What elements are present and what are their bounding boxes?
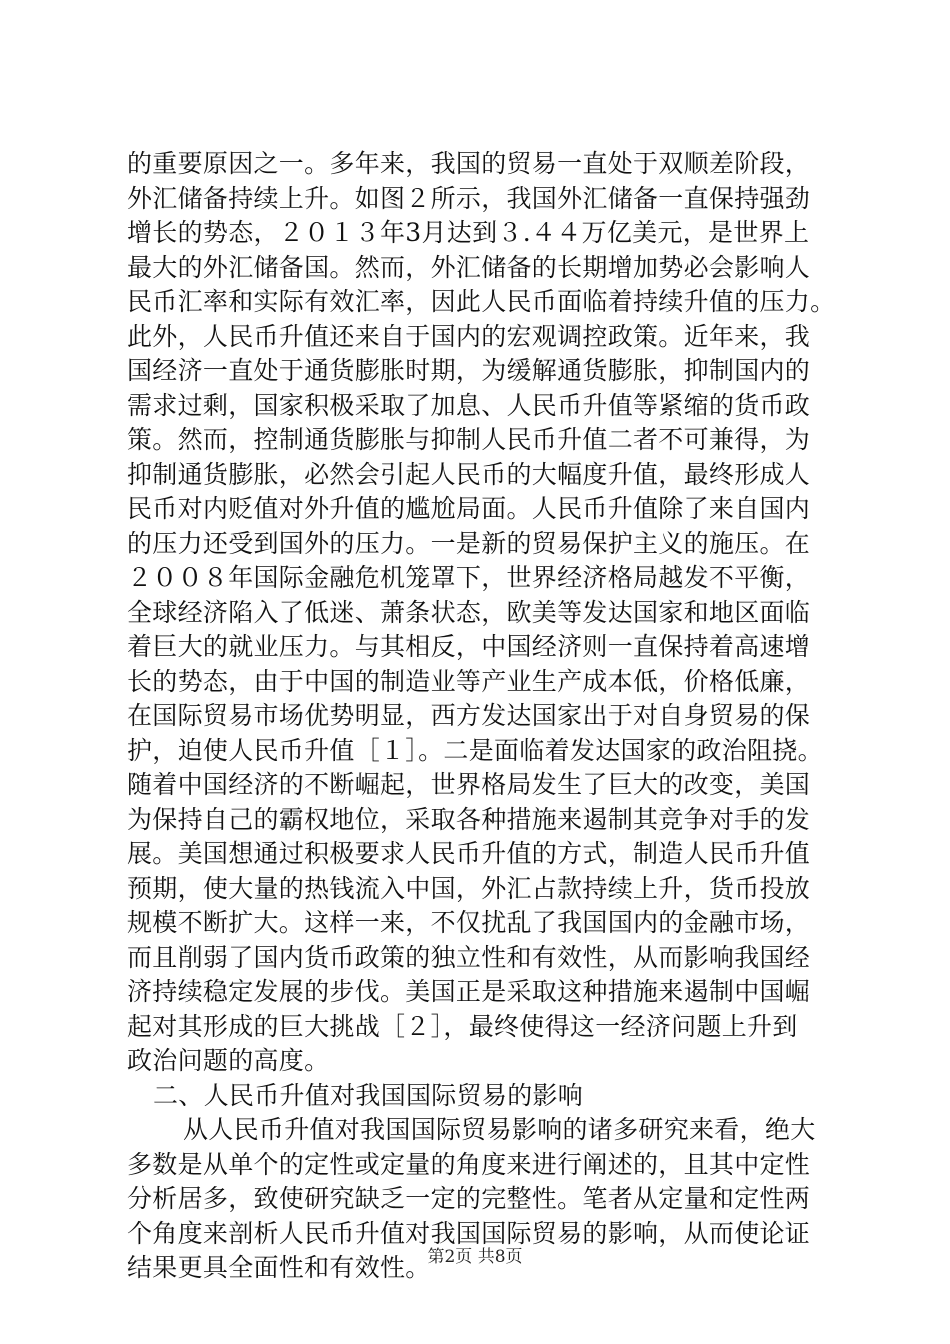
text-line: 分析居多，致使研究缺乏一定的完整性。笔者从定量和定性两 [127, 1184, 811, 1213]
text-line: 从人民币升值对我国国际贸易影响的诸多研究来看，绝大 [183, 1115, 816, 1144]
page-number-footer: 第2页 共8页 [427, 1247, 523, 1267]
text-line: 在国际贸易市场优势明显，西方发达国家出于对自身贸易的保 [127, 701, 811, 730]
text-line: 结果更具全面性和有效性。 [127, 1253, 431, 1282]
text-line: 规模不断扩大。这样一来，不仅扰乱了我国国内的金融市场， [127, 908, 811, 937]
body-text [127, 147, 847, 1286]
text-line: 个角度来剖析人民币升值对我国国际贸易的影响，从而使论证 [127, 1218, 811, 1248]
text-line: 最大的外汇储备国。然而，外汇储备的长期增加势必会影响人 [127, 252, 811, 282]
text-line: 而且削弱了国内货币政策的独立性和有效性，从而影响我国经 [127, 942, 811, 972]
text-line: 护，迫使人民币升值［１］。二是面临着发达国家的政治阻挠。 [127, 735, 823, 765]
text-line: 此外，人民币升值还来自于国内的宏观调控政策。近年来，我 [127, 321, 811, 351]
text-line: 策。然而，控制通货膨胀与抑制人民币升值二者不可兼得，为 [127, 425, 811, 454]
text-line: ２００８年国际金融危机笼罩下，世界经济格局越发不平衡， [127, 563, 811, 592]
text-line: 民币对内贬值对外升值的尴尬局面。人民币升值除了来自国内 [127, 494, 811, 523]
text-line: 的压力还受到国外的压力。一是新的贸易保护主义的施压。在 [127, 528, 811, 558]
text-line: 的重要原因之一。多年来，我国的贸易一直处于双顺差阶段， [127, 149, 811, 178]
section-heading: 二、人民币升值对我国国际贸易的影响 [153, 1080, 584, 1110]
text-line: 全球经济陷入了低迷、萧条状态，欧美等发达国家和地区面临 [127, 597, 811, 627]
text-line: 国经济一直处于通货膨胀时期，为缓解通货膨胀，抑制国内的 [127, 356, 811, 385]
text-line: 展。美国想通过积极要求人民币升值的方式，制造人民币升值 [127, 839, 811, 868]
text-line: 济持续稳定发展的步伐。美国正是采取这种措施来遏制中国崛 [127, 977, 811, 1006]
text-line: 为保持自己的霸权地位，采取各种措施来遏制其竞争对手的发 [127, 804, 811, 834]
text-line: 多数是从单个的定性或定量的角度来进行阐述的，且其中定性 [127, 1149, 811, 1179]
text-line: 抑制通货膨胀，必然会引起人民币的大幅度升值，最终形成人 [127, 459, 811, 489]
text-line: 预期，使大量的热钱流入中国，外汇占款持续上升，货币投放 [127, 873, 811, 903]
text-line: 政治问题的高度。 [127, 1046, 330, 1075]
text-line: 着巨大的就业压力。与其相反，中国经济则一直保持着高速增 [127, 632, 811, 661]
text-line: 增长的势态，２０１３年3月达到３.４４万亿美元，是世界上 [127, 218, 810, 247]
text-line: 外汇储备持续上升。如图２所示，我国外汇储备一直保持强劲 [127, 183, 811, 213]
text-line: 长的势态，由于中国的制造业等产业生产成本低，价格低廉， [127, 666, 811, 696]
text-line: 随着中国经济的不断崛起，世界格局发生了巨大的改变，美国 [127, 770, 811, 799]
text-line: 起对其形成的巨大挑战［２］，最终使得这一经济问题上升到 [127, 1011, 798, 1041]
text-line: 需求过剩，国家积极采取了加息、人民币升值等紧缩的货币政 [127, 390, 811, 420]
text-line: 民币汇率和实际有效汇率，因此人民币面临着持续升值的压力。 [127, 287, 836, 316]
